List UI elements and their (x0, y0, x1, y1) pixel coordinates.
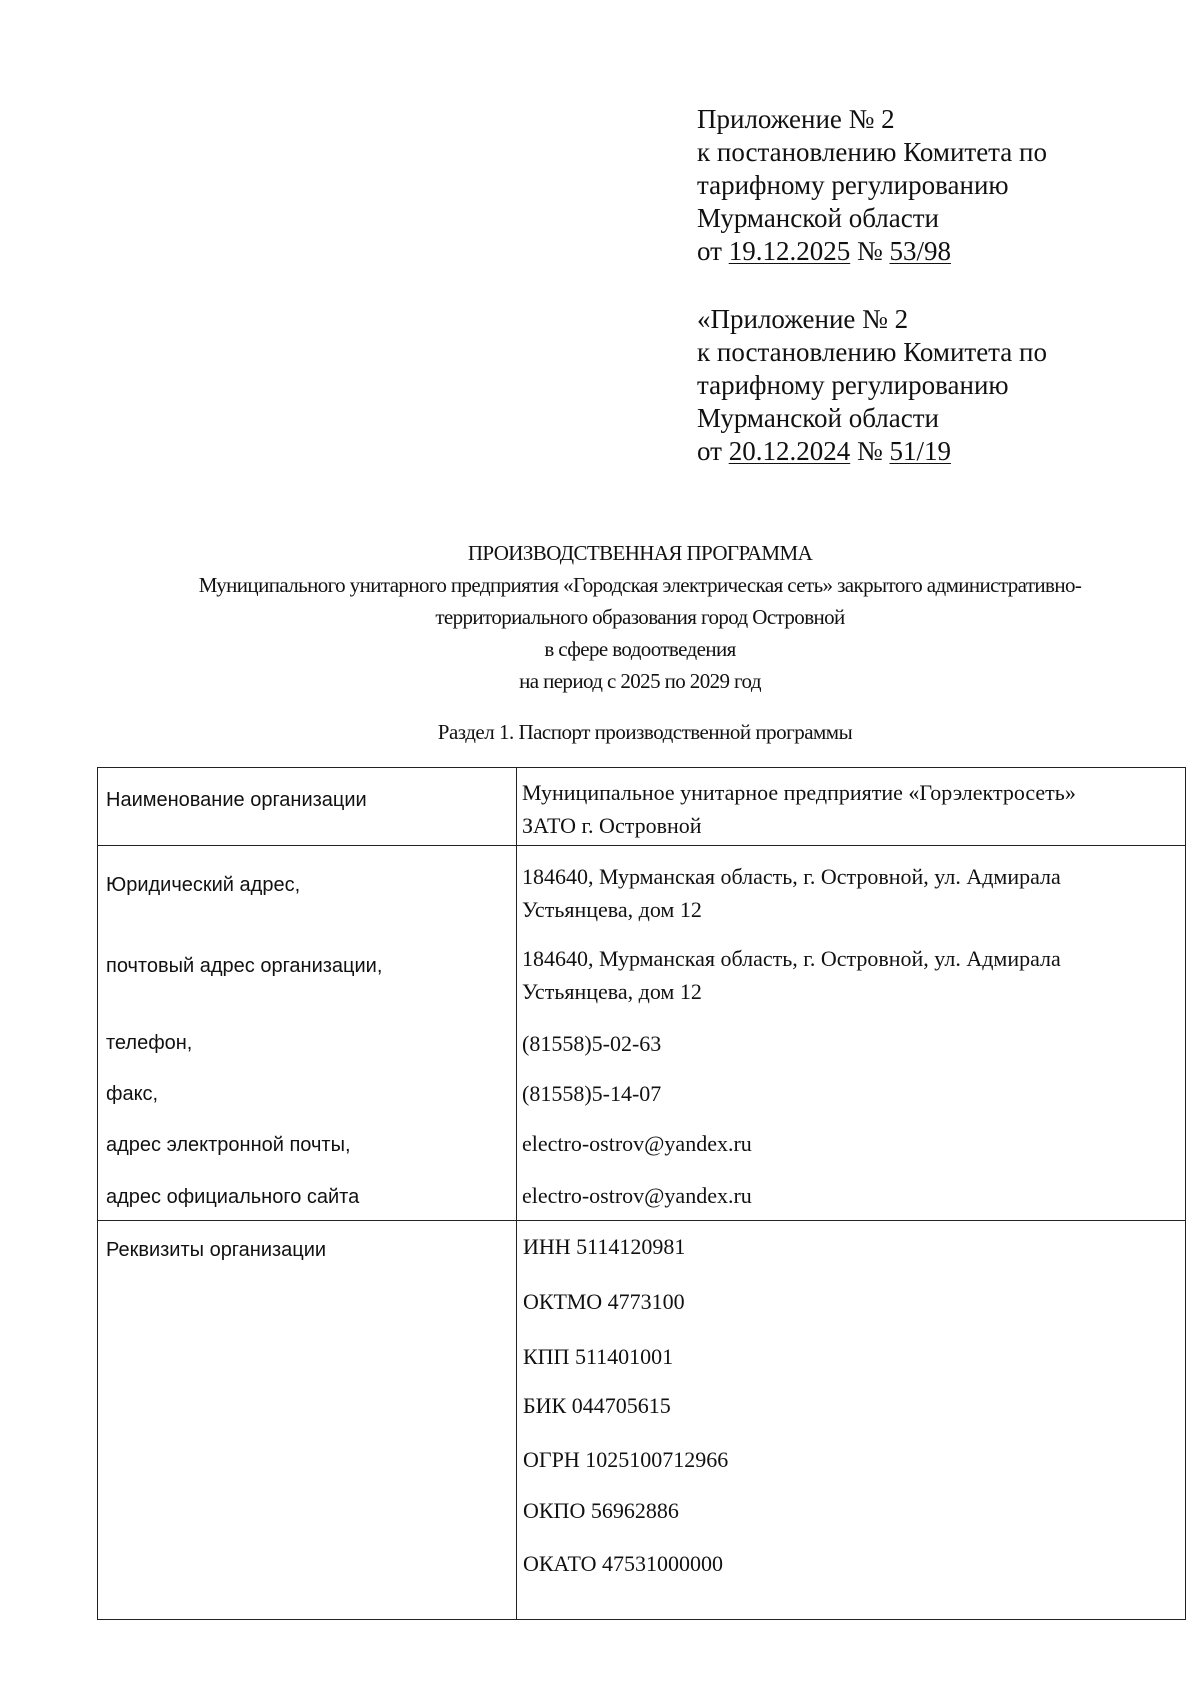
org-name-label: Наименование организации (106, 789, 367, 811)
website-label: адрес официального сайта (106, 1186, 360, 1208)
org-name-line1: Муниципальное унитарное предприятие «Горэлектросеть» (522, 780, 1076, 805)
row-divider (98, 845, 1185, 846)
column-divider (516, 768, 517, 1619)
legal-address-line2: Устьянцева, дом 12 (522, 897, 702, 922)
postal-address-line1: 184640, Мурманская область, г. Островной, ул. Адмирала (522, 946, 1061, 971)
annex-committee-line: тарифному регулированию (697, 170, 1009, 200)
prev-annex-committee-line: тарифному регулированию (697, 370, 1009, 400)
program-title-block (60, 537, 1200, 697)
annex-title: Приложение № 2 (697, 104, 895, 134)
okato-value: ОКАТО 47531000000 (523, 1551, 724, 1576)
legal-address-label: Юридический адрес, (106, 874, 301, 896)
prev-annex-date-line (697, 435, 1047, 468)
row-divider (98, 1220, 1185, 1221)
prev-annex-number: 51/19 (889, 436, 951, 466)
prev-annex-date-prefix: от (697, 436, 722, 466)
okpo-value: ОКПО 56962886 (523, 1498, 679, 1523)
fax-value: (81558)5-14-07 (522, 1081, 662, 1106)
prev-annex-region-line: Мурманской области (697, 403, 939, 433)
annex-number: 53/98 (889, 236, 951, 266)
program-sphere-line: в сфере водоотведения (544, 637, 736, 661)
program-territory-line: территориального образования город Островной (435, 605, 845, 629)
program-period-line: на период с 2025 по 2029 год (519, 669, 761, 693)
annex-header-current (697, 103, 1047, 268)
prev-annex-title: «Приложение № 2 (697, 304, 909, 334)
postal-address-line2: Устьянцева, дом 12 (522, 979, 702, 1004)
annex-date: 19.12.2025 (728, 236, 851, 266)
ogrn-value: ОГРН 1025100712966 (523, 1447, 729, 1472)
inn-value: ИНН 5114120981 (523, 1234, 686, 1259)
annex-region-line: Мурманской области (697, 203, 939, 233)
postal-address-label: почтовый адрес организации, (106, 955, 383, 977)
fax-label: факс, (106, 1083, 159, 1105)
passport-table (97, 767, 1186, 1620)
requisites-label: Реквизиты организации (106, 1239, 327, 1261)
website-value: electro-ostrov@yandex.ru (522, 1183, 752, 1208)
phone-value: (81558)5-02-63 (522, 1031, 662, 1056)
kpp-value: КПП 511401001 (523, 1344, 674, 1369)
annex-date-prefix: от (697, 236, 722, 266)
program-org-line: Муниципального унитарного предприятия «Городская электрическая сеть» закрытого административно- (198, 573, 1082, 597)
annex-resolution-line: к постановлению Комитета по (697, 137, 1047, 167)
email-value: electro-ostrov@yandex.ru (522, 1131, 752, 1156)
prev-annex-date: 20.12.2024 (728, 436, 851, 466)
org-name-line2: ЗАТО г. Островной (522, 813, 702, 838)
annex-header-previous (697, 303, 1047, 468)
prev-annex-number-sign: № (856, 436, 883, 466)
program-title: ПРОИЗВОДСТВЕННАЯ ПРОГРАММА (467, 541, 813, 565)
legal-address-line1: 184640, Мурманская область, г. Островной, ул. Адмирала (522, 864, 1061, 889)
annex-number-sign: № (856, 236, 883, 266)
oktmo-value: ОКТМО 4773100 (523, 1289, 685, 1314)
annex-date-line (697, 235, 1047, 268)
section-title: Раздел 1. Паспорт производственной программы (437, 720, 853, 744)
prev-annex-resolution-line: к постановлению Комитета по (697, 337, 1047, 367)
email-label: адрес электронной почты, (106, 1134, 351, 1156)
phone-label: телефон, (106, 1032, 193, 1054)
bik-value: БИК 044705615 (523, 1393, 671, 1418)
